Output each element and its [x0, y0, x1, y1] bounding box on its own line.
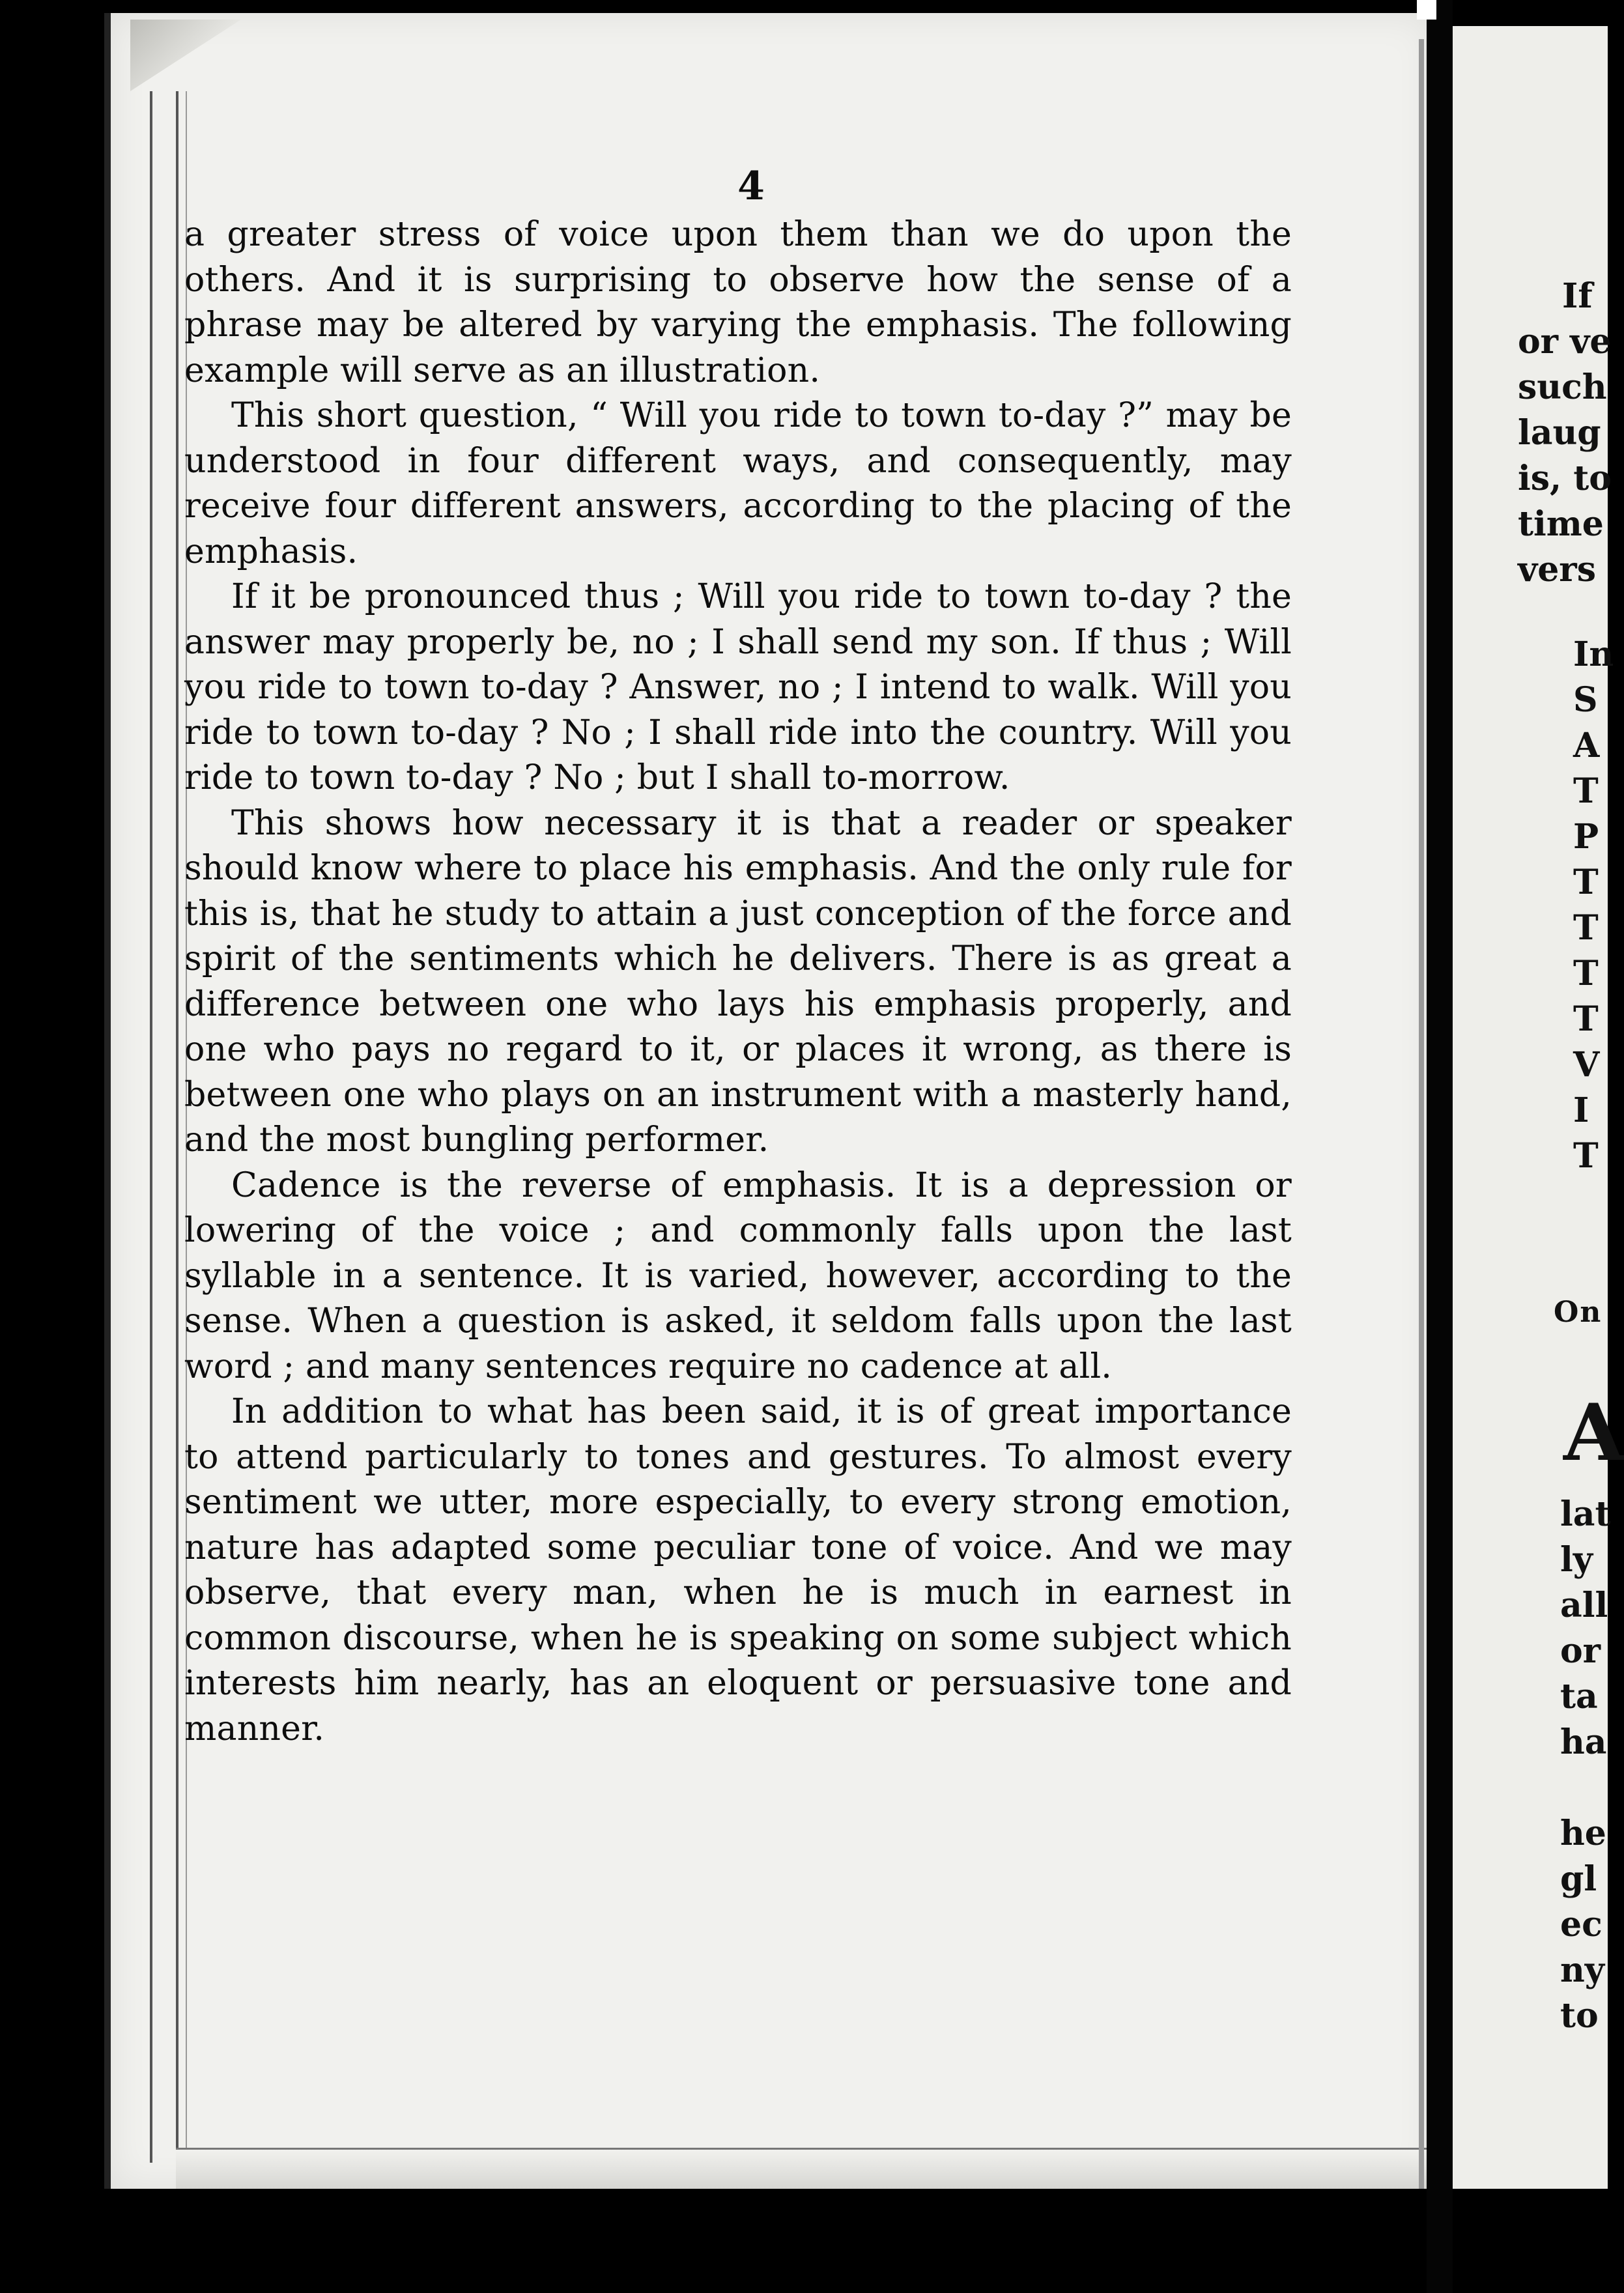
text-fragment: T [1573, 999, 1599, 1039]
text-fragment: he [1560, 1814, 1606, 1853]
text-fragment: T [1573, 1136, 1599, 1176]
right-page-cropped [1453, 26, 1624, 2189]
text-fragment: all [1560, 1586, 1608, 1625]
left-page-text [184, 160, 1292, 1752]
book-gutter [1427, 0, 1453, 2293]
page-corner-fold [130, 20, 241, 91]
text-fragment: ec [1560, 1905, 1603, 1944]
page-bottom-edge [176, 2148, 1433, 2189]
page-number: 4 [737, 164, 765, 209]
scan-marker [1417, 0, 1436, 20]
text-fragment: ly [1560, 1540, 1593, 1580]
text-fragment: T [1573, 862, 1599, 902]
text-fragment: T [1573, 908, 1599, 948]
text-fragment: In [1573, 634, 1614, 674]
drop-cap-fragment: A [1563, 1387, 1624, 1479]
text-fragment: or ve [1518, 322, 1612, 362]
text-fragment: laug [1518, 413, 1601, 453]
paragraph: In addition to what has been said, it is of great importance to attend particularly to tones and gestures. To almost every sentiment we utter, more especially, to every strong emotion, nature has adapted some peculiar tone of voice. And we may observe, that every man, when he is much in earnest in common discourse, when he is speaking on some subject which interests him nearly, has an eloquent or persuasive tone and manner. [184, 1392, 1292, 1748]
text-fragment: T [1573, 954, 1599, 993]
body-text [184, 212, 1292, 1752]
text-fragment: V [1573, 1045, 1600, 1085]
text-fragment: S [1573, 680, 1598, 720]
paragraph: Cadence is the reverse of emphasis. It is a depression or lowering of the voice ; and commonly falls upon the last syllable in a sentence. It is varied, however, according to the sense. When a question is asked, it seldom falls upon the last word ; and many sentences require no cadence at all. [184, 1165, 1292, 1386]
paragraph: This short question, “ Will you ride to town to-day ?” may be understood in four different ways, and consequently, may receive four different answers, according to the placing of the emphasis. [184, 396, 1292, 571]
paragraph: If it be pronounced thus ; Will you ride to town to-day ? the answer may properly be, no ; I shall send my son. If thus ; Will you ride to town to-day ? Answer, no ; I intend to walk. Will you ride to town to-day ? No ; I shall ride into the country. Will you ride to town to-day ? No ; but I shall to-morrow. [184, 577, 1292, 797]
text-fragment: I [1573, 1090, 1589, 1130]
text-fragment: T [1573, 771, 1599, 811]
paragraph: This shows how necessary it is that a reader or speaker should know where to place his emphasis. And the only rule for this is, that he study to attain a just conception of the force and spirit of the sentiments which he delivers. There is as great a difference between one who lays his emphasis properly, and one who pays no regard to it, or places it wrong, as there is between one who plays on an instrument with a masterly hand, and the most bungling performer. [184, 803, 1292, 1160]
text-fragment: ta [1560, 1677, 1598, 1716]
text-fragment: time [1518, 504, 1604, 544]
text-fragment: vers [1518, 550, 1596, 590]
text-fragment: If [1562, 276, 1593, 316]
text-fragment: to [1560, 1996, 1599, 2036]
text-fragment: On [1554, 1296, 1603, 1329]
text-fragment: lat [1560, 1494, 1611, 1534]
page-edge-line [150, 91, 152, 2163]
text-fragment: is, to [1518, 459, 1612, 498]
text-fragment: ha [1560, 1722, 1607, 1762]
text-fragment: or [1560, 1631, 1601, 1671]
text-fragment: ny [1560, 1950, 1605, 1990]
text-fragment: P [1573, 817, 1599, 857]
gutter-edge [1419, 39, 1424, 2189]
text-fragment: such [1518, 367, 1607, 407]
text-fragment: A [1573, 726, 1600, 765]
text-fragment: gl [1560, 1859, 1597, 1899]
paragraph: a greater stress of voice upon them than we do upon the others. And it is surprising to observe how the sense of a phrase may be altered by varying the emphasis. The following example will serve as an illustration. [184, 215, 1292, 390]
page-edge-line [176, 91, 178, 2163]
